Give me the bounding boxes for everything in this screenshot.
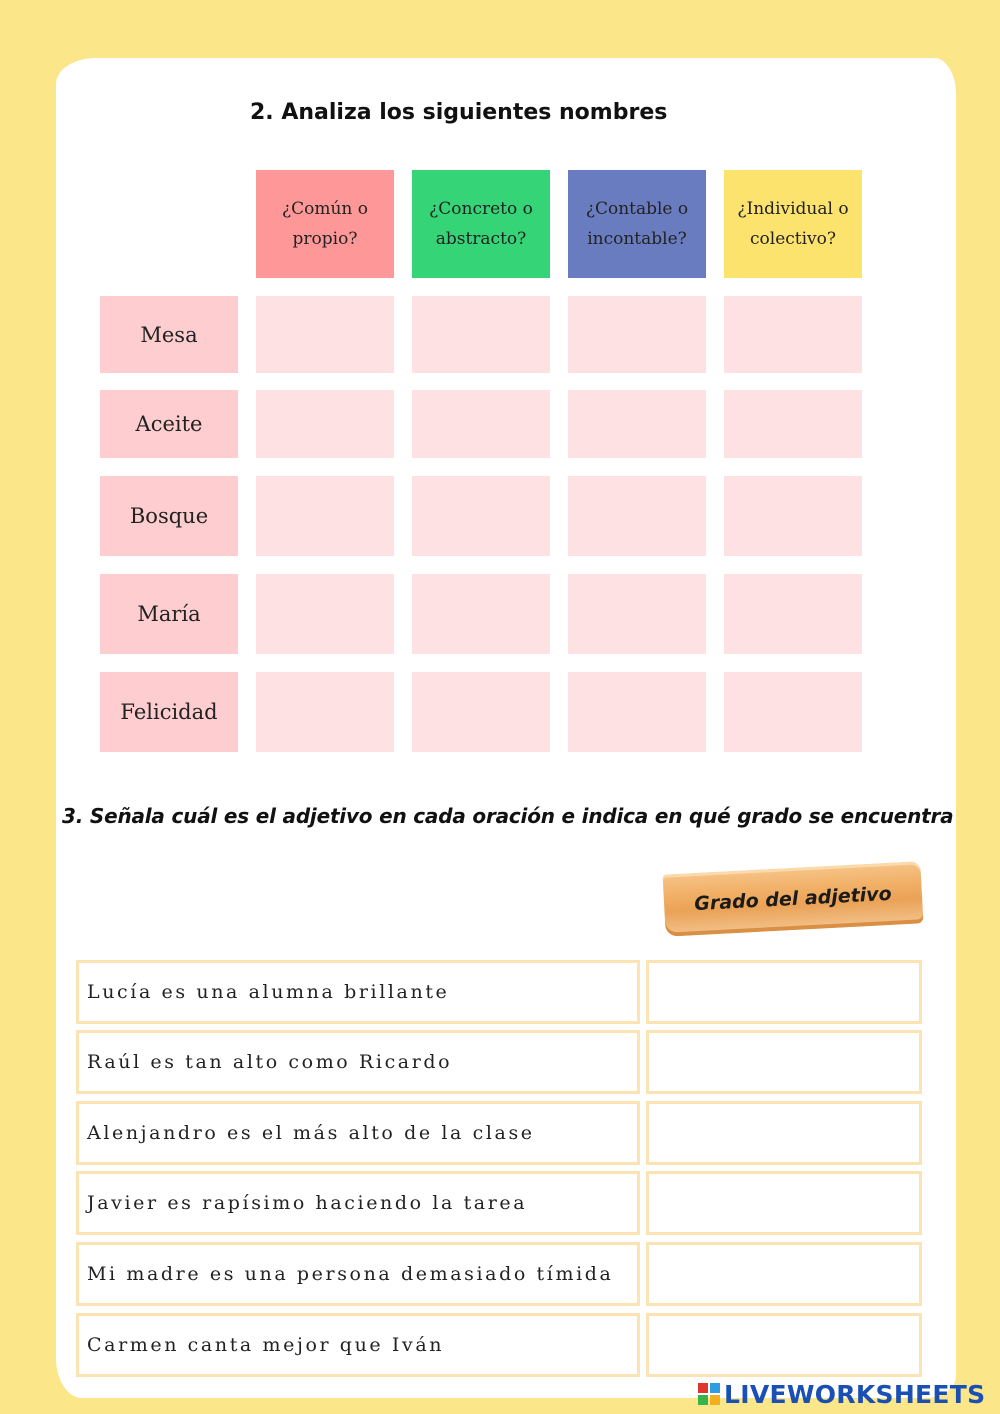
answer-cell[interactable] [724,574,862,654]
brand-text: LIVEWORKSHEETS [724,1379,986,1409]
grado-answer-box[interactable] [646,1313,922,1377]
answer-cell[interactable] [256,390,394,458]
noun-label: Mesa [100,296,238,373]
answer-cell[interactable] [724,390,862,458]
liveworksheets-brand [698,1380,985,1408]
liveworksheets-logo-icon [698,1383,720,1405]
sentence-row: Alenjandro es el más alto de la clase [76,1101,640,1165]
column-header-individual-colectivo: ¿Individual o colectivo? [724,170,862,278]
answer-cell[interactable] [256,296,394,373]
answer-cell[interactable] [568,296,706,373]
answer-cell[interactable] [412,672,550,752]
sentence-row: Carmen canta mejor que Iván [76,1313,640,1377]
column-header-concreto-abstracto: ¿Concreto o abstracto? [412,170,550,278]
noun-label: María [100,574,238,654]
section-2-title: 2. Analiza los siguientes nombres [250,100,668,125]
sentence-row: Raúl es tan alto como Ricardo [76,1030,640,1094]
answer-cell[interactable] [256,476,394,556]
answer-cell[interactable] [724,296,862,373]
answer-cell[interactable] [256,574,394,654]
answer-cell[interactable] [568,390,706,458]
grado-answer-box[interactable] [646,1030,922,1094]
answer-cell[interactable] [412,390,550,458]
grado-answer-box[interactable] [646,1242,922,1306]
grado-answer-box[interactable] [646,960,922,1024]
answer-cell[interactable] [412,296,550,373]
answer-cell[interactable] [256,672,394,752]
answer-cell[interactable] [412,574,550,654]
noun-label: Bosque [100,476,238,556]
sentence-row: Mi madre es una persona demasiado tímida [76,1242,640,1306]
section-3-title: 3. Señala cuál es el adjetivo en cada oración e indica en qué grado se encuentra [62,804,954,828]
grado-answer-box[interactable] [646,1171,922,1235]
noun-label: Felicidad [100,672,238,752]
sentence-row: Javier es rapísimo haciendo la tarea [76,1171,640,1235]
answer-cell[interactable] [724,476,862,556]
grado-answer-box[interactable] [646,1101,922,1165]
plank-label: Grado del adjetivo [693,882,893,916]
answer-cell[interactable] [724,672,862,752]
answer-cell[interactable] [568,574,706,654]
column-header-comun-propio: ¿Común o propio? [256,170,394,278]
answer-cell[interactable] [412,476,550,556]
noun-label: Aceite [100,390,238,458]
answer-cell[interactable] [568,672,706,752]
sentence-row: Lucía es una alumna brillante [76,960,640,1024]
answer-cell[interactable] [568,476,706,556]
column-header-contable-incontable: ¿Contable o incontable? [568,170,706,278]
